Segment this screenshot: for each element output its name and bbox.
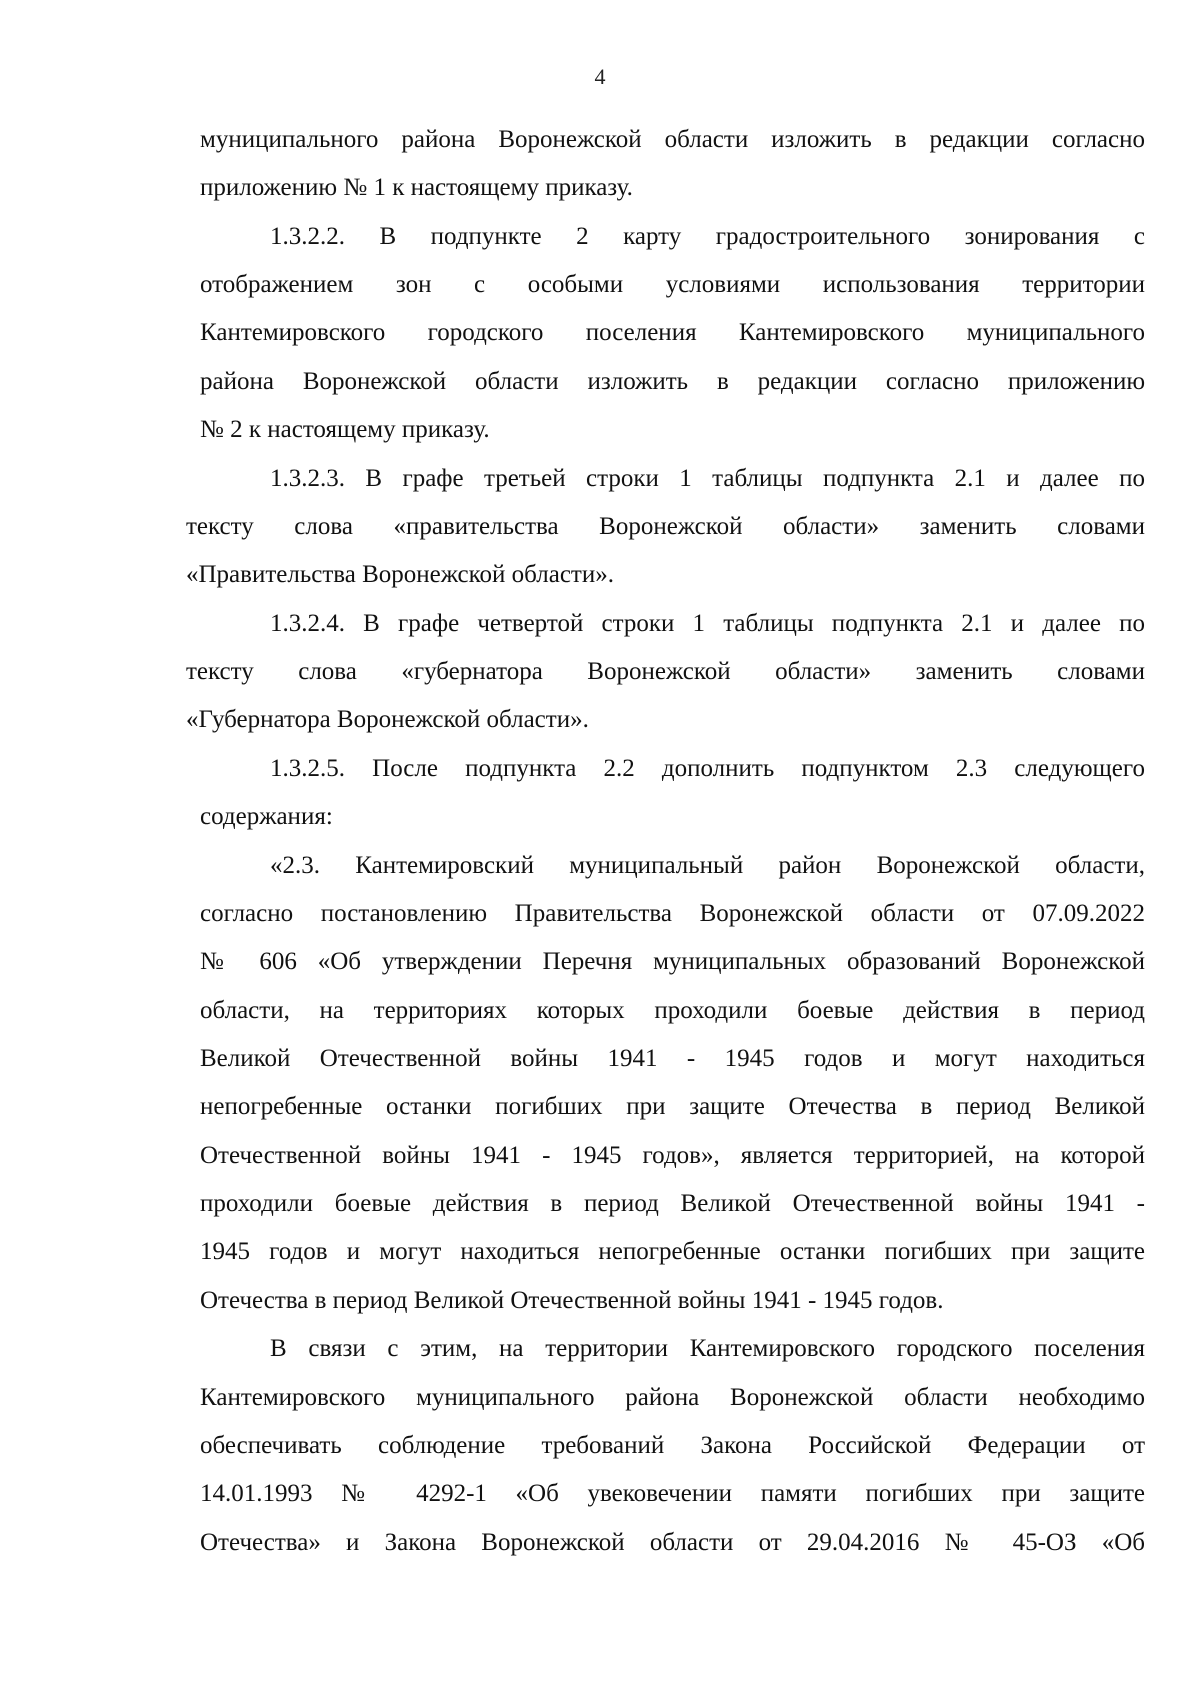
text-line: № 2 к настоящему приказу. <box>200 416 490 443</box>
page-number: 4 <box>594 64 606 89</box>
text-line: непогребенные останки погибших при защите Отечества в период Великой <box>200 1093 1145 1120</box>
text-line: отображением зон с особыми условиями использования территории <box>200 271 1145 298</box>
text-line: Отечества» и Закона Воронежской области от 29.04.2016 № 45-ОЗ «Об <box>200 1529 1145 1556</box>
text-line: «2.3. Кантемировский муниципальный район Воронежской области, <box>270 852 1145 879</box>
text-line: муниципального района Воронежской области изложить в редакции согласно <box>200 126 1145 153</box>
text-line: согласно постановлению Правительства Воронежской области от 07.09.2022 <box>200 900 1145 927</box>
text-line: 1.3.2.5. После подпункта 2.2 дополнить подпунктом 2.3 следующего <box>270 755 1145 782</box>
text-line: Великой Отечественной войны 1941 - 1945 годов и могут находиться <box>200 1045 1145 1072</box>
text-line: Кантемировского городского поселения Кантемировского муниципального <box>200 319 1145 346</box>
text-line: 14.01.1993 № 4292-1 «Об увековечении памяти погибших при защите <box>200 1480 1145 1507</box>
text-line: 1945 годов и могут находиться непогребенные останки погибших при защите <box>200 1238 1145 1265</box>
text-line: обеспечивать соблюдение требований Закона Российской Федерации от <box>200 1432 1145 1459</box>
text-line: № 606 «Об утверждении Перечня муниципальных образований Воронежской <box>200 948 1145 975</box>
text-line: Кантемировского муниципального района Воронежской области необходимо <box>200 1384 1145 1411</box>
text-line: 1.3.2.2. В подпункте 2 карту градостроительного зонирования с <box>270 223 1145 250</box>
text-line: «Губернатора Воронежской области». <box>186 706 589 733</box>
text-line: района Воронежской области изложить в редакции согласно приложению <box>200 368 1145 395</box>
text-line: приложению № 1 к настоящему приказу. <box>200 174 633 201</box>
text-line: «Правительства Воронежской области». <box>186 561 614 588</box>
text-line: тексту слова «правительства Воронежской области» заменить словами <box>186 513 1145 540</box>
text-line: 1.3.2.4. В графе четвертой строки 1 таблицы подпункта 2.1 и далее по <box>270 610 1145 637</box>
text-line: содержания: <box>200 803 333 830</box>
text-line: 1.3.2.3. В графе третьей строки 1 таблицы подпункта 2.1 и далее по <box>270 465 1145 492</box>
text-line: В связи с этим, на территории Кантемировского городского поселения <box>270 1335 1145 1362</box>
text-line: тексту слова «губернатора Воронежской области» заменить словами <box>186 658 1145 685</box>
text-line: проходили боевые действия в период Великой Отечественной войны 1941 - <box>200 1190 1145 1217</box>
text-line: Отечества в период Великой Отечественной войны 1941 - 1945 годов. <box>200 1287 944 1314</box>
text-line: Отечественной войны 1941 - 1945 годов», является территорией, на которой <box>200 1142 1145 1169</box>
text-line: области, на территориях которых проходили боевые действия в период <box>200 997 1145 1024</box>
